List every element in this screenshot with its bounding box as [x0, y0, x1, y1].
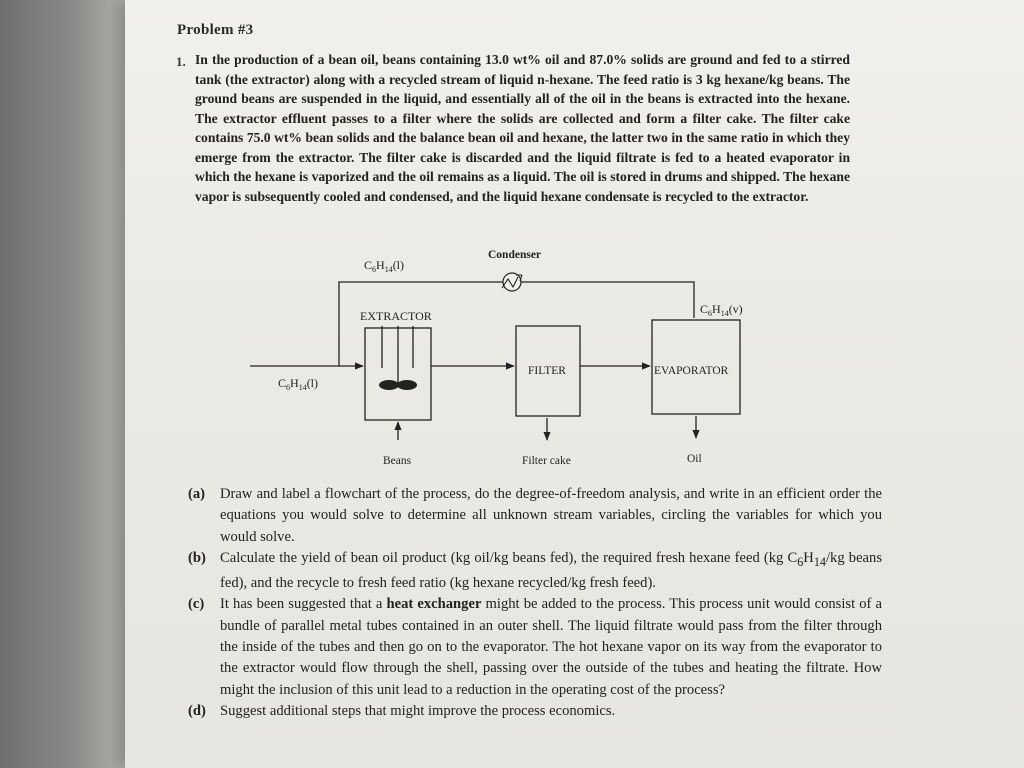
- vapor-stream-label: $C_6H_{14}(v)$: [700, 302, 743, 318]
- question-letter: (b): [188, 549, 206, 566]
- question-d: [188, 701, 882, 722]
- condenser-label: Condenser: [488, 249, 542, 261]
- question-letter: (d): [188, 702, 206, 719]
- question-text: Calculate the yield of bean oil product (kg oil/kg beans fed), the required fresh hexane feed (kg C: [220, 549, 798, 566]
- question-c: [188, 594, 882, 700]
- question-text: It has been suggested that a: [220, 596, 387, 613]
- question-text: might be added to the process. This process unit would consist of a bundle of parallel metal tubes contained in an outer shell. The liquid filtrate would pass from the filter through the inside of the tubes and then go on to the evaporator. The hot hexane vapor on its way from the evaporator to the extractor would flow through the shell, passing over the outside of the tubes and heating the filtrate. How might the inclusion of this unit lead to a reduction in the operating cost of the process?: [220, 596, 882, 698]
- oil-label: Oil: [687, 453, 702, 465]
- process-flowchart: [250, 238, 810, 476]
- question-letter: (a): [188, 486, 206, 502]
- question-a: [188, 484, 882, 548]
- beans-label: Beans: [383, 455, 412, 467]
- filter-cake-label: Filter cake: [522, 455, 571, 467]
- question-list: [188, 484, 882, 722]
- extractor-label: EXTRACTOR: [360, 309, 432, 323]
- emphasis-term: heat exchanger: [386, 596, 482, 613]
- question-text: Suggest additional steps that might improve the process economics.: [220, 702, 616, 719]
- subscript: 6: [797, 554, 804, 569]
- question-text: /kg beans fed), and the recycle to fresh feed ratio (kg hexane recycled/kg fresh feed).: [220, 549, 882, 592]
- problem-title: Problem #3: [177, 22, 254, 38]
- question-letter: (c): [188, 596, 205, 613]
- item-marker: 1.: [176, 54, 186, 69]
- subscript: 14: [813, 554, 826, 569]
- desk-background: [0, 0, 135, 768]
- question-b: [188, 548, 882, 595]
- stirrer-icon: [379, 326, 417, 390]
- recycle-stream-label: $C_6H_{14}(l)$: [364, 258, 405, 274]
- problem-statement: In the production of a bean oil, beans containing 13.0 wt% oil and 87.0% solids are ground and fed to a stirred tank (the extractor) along with a recycled stream of liquid n-hexane. The feed ratio is 3 kg hexane/kg beans. The ground beans are suspended in the liquid, and essentially all of the oil in the beans is extracted into the hexane. The extractor effluent passes to a filter where the solids are collected and form a filter cake. The filter cake contains 75.0 wt% bean solids and the balance bean oil and hexane, the latter two in the same ratio in which they emerge from the extractor. The filter cake is discarded and the liquid filtrate is fed to a heated evaporator in which the hexane is vaporized and the oil remains as a liquid. The oil is stored in drums and shipped. The hexane vapor is subsequently cooled and condensed, and the liquid hexane condensate is recycled to the extractor.: [195, 52, 850, 204]
- fresh-feed-label: $C_6H_{14}(l)$: [278, 376, 319, 392]
- question-text: Draw and label a flowchart of the process, do the degree-of-freedom analysis, and write in an efficient order the equations you would solve to determine all unknown stream variables, circling the variables for which you would solve.: [220, 486, 882, 545]
- condenser-icon: [502, 273, 522, 291]
- evaporator-label: EVAPORATOR: [654, 365, 729, 377]
- question-text: H: [803, 549, 814, 566]
- filter-label: FILTER: [528, 365, 566, 377]
